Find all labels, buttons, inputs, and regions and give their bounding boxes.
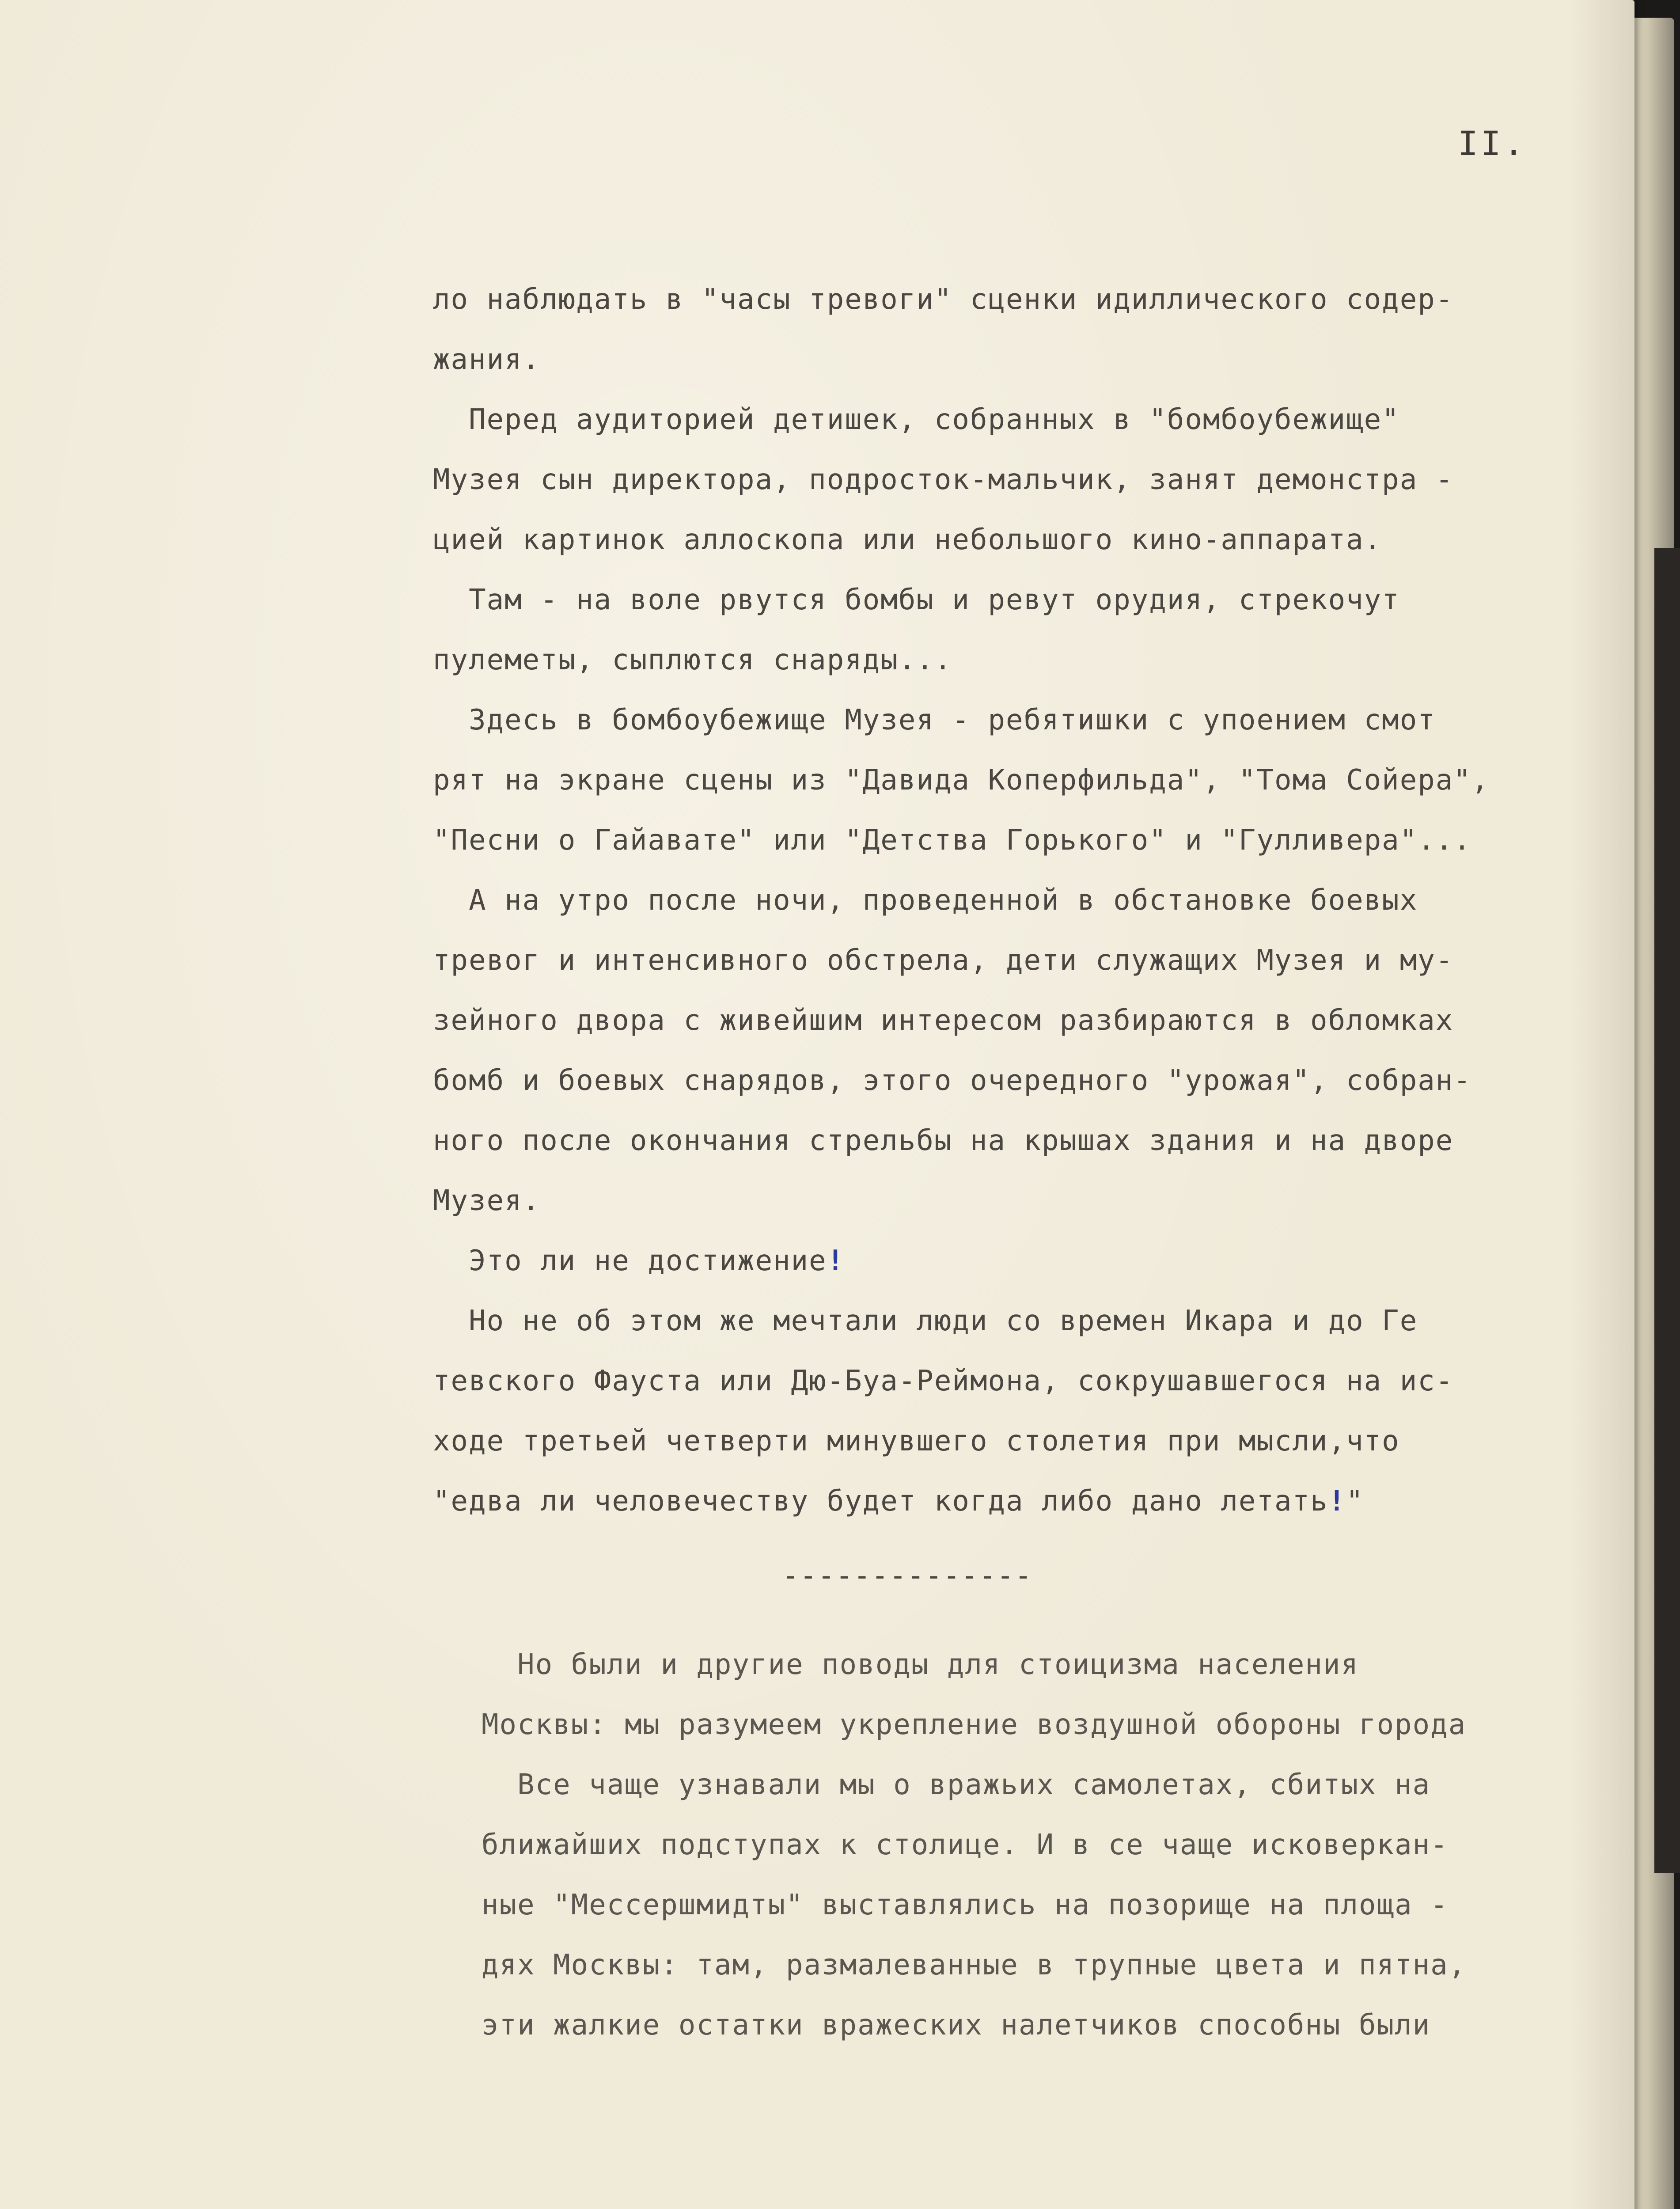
text-line: эти жалкие остатки вражеских налетчиков способны были bbox=[482, 2009, 1431, 2042]
text-segment: Это ли не достижение bbox=[433, 1245, 827, 1277]
text-line: зейного двора с живейшим интересом разбираются в обломках bbox=[433, 1004, 1454, 1037]
text-line: ло наблюдать в "часы тревоги" сценки идиллического содер- bbox=[433, 283, 1454, 316]
text-line: бомб и боевых снарядов, этого очередного "урожая", собран- bbox=[433, 1064, 1471, 1097]
text-block-bottom bbox=[482, 1635, 1630, 2055]
text-line: ближайших подступах к столице. И в се чаще исковеркан- bbox=[482, 1829, 1449, 1861]
text-line: А на утро после ночи, проведенной в обстановке боевых bbox=[433, 884, 1418, 917]
text-line: Но были и другие поводы для стоицизма населения bbox=[482, 1648, 1359, 1681]
text-line: Все чаще узнавали мы о вражьих самолетах, сбитых на bbox=[482, 1769, 1431, 1801]
text-line: ные "Мессершмидты" выставлялись на позорище на площа - bbox=[482, 1889, 1449, 1921]
text-block-top bbox=[433, 269, 1634, 1531]
text-line: Перед аудиторией детишек, собранных в "бомбоубежище" bbox=[433, 403, 1400, 436]
text-line: ного после окончания стрельбы на крышах здания и на дворе bbox=[433, 1124, 1454, 1157]
text-line: жания. bbox=[433, 343, 541, 376]
text-line: тевского Фауста или Дю-Буа-Реймона, сокрушавшегося на ис- bbox=[433, 1365, 1454, 1397]
text-line bbox=[433, 1471, 1634, 1531]
text-line: Музея. bbox=[433, 1184, 541, 1217]
text-segment: "едва ли человечеству будет когда либо дано летать bbox=[433, 1485, 1328, 1518]
text-line: пулеметы, сыплются снаряды... bbox=[433, 644, 952, 676]
text-line: ходе третьей четверти минувшего столетия при мысли,что bbox=[433, 1425, 1400, 1457]
closing-quote: " bbox=[1346, 1485, 1364, 1518]
text-line: Москвы: мы разумеем укрепление воздушной обороны города bbox=[482, 1708, 1467, 1741]
section-separator: -------------- bbox=[782, 1560, 1033, 1592]
page-number: II. bbox=[1458, 124, 1527, 163]
text-line: Здесь в бомбоубежище Музея - ребятишки с упоением смот bbox=[433, 704, 1436, 736]
text-line: дях Москвы: там, размалеванные в трупные цвета и пятна, bbox=[482, 1949, 1467, 1981]
text-line: Музея сын директора, подросток-мальчик, занят демонстра - bbox=[433, 463, 1454, 496]
dark-edge-strip bbox=[1654, 548, 1680, 1873]
text-line: Но не об этом же мечтали люди со времен Икара и до Ге bbox=[433, 1305, 1418, 1337]
ink-exclamation-mark: ! bbox=[1328, 1485, 1346, 1518]
text-line: рят на экране сцены из "Давида Коперфильда", "Тома Сойера", bbox=[433, 764, 1490, 797]
text-line: цией картинок аллоскопа или небольшого кино-аппарата. bbox=[433, 524, 1382, 556]
text-line: Там - на воле рвутся бомбы и ревут орудия, стрекочут bbox=[433, 584, 1400, 616]
text-line bbox=[433, 1231, 1634, 1291]
text-line: "Песни о Гайавате" или "Детства Горького" и "Гулливера"... bbox=[433, 824, 1471, 857]
text-line: тревог и интенсивного обстрела, дети служащих Музея и му- bbox=[433, 944, 1454, 977]
ink-exclamation-mark: ! bbox=[827, 1245, 845, 1277]
